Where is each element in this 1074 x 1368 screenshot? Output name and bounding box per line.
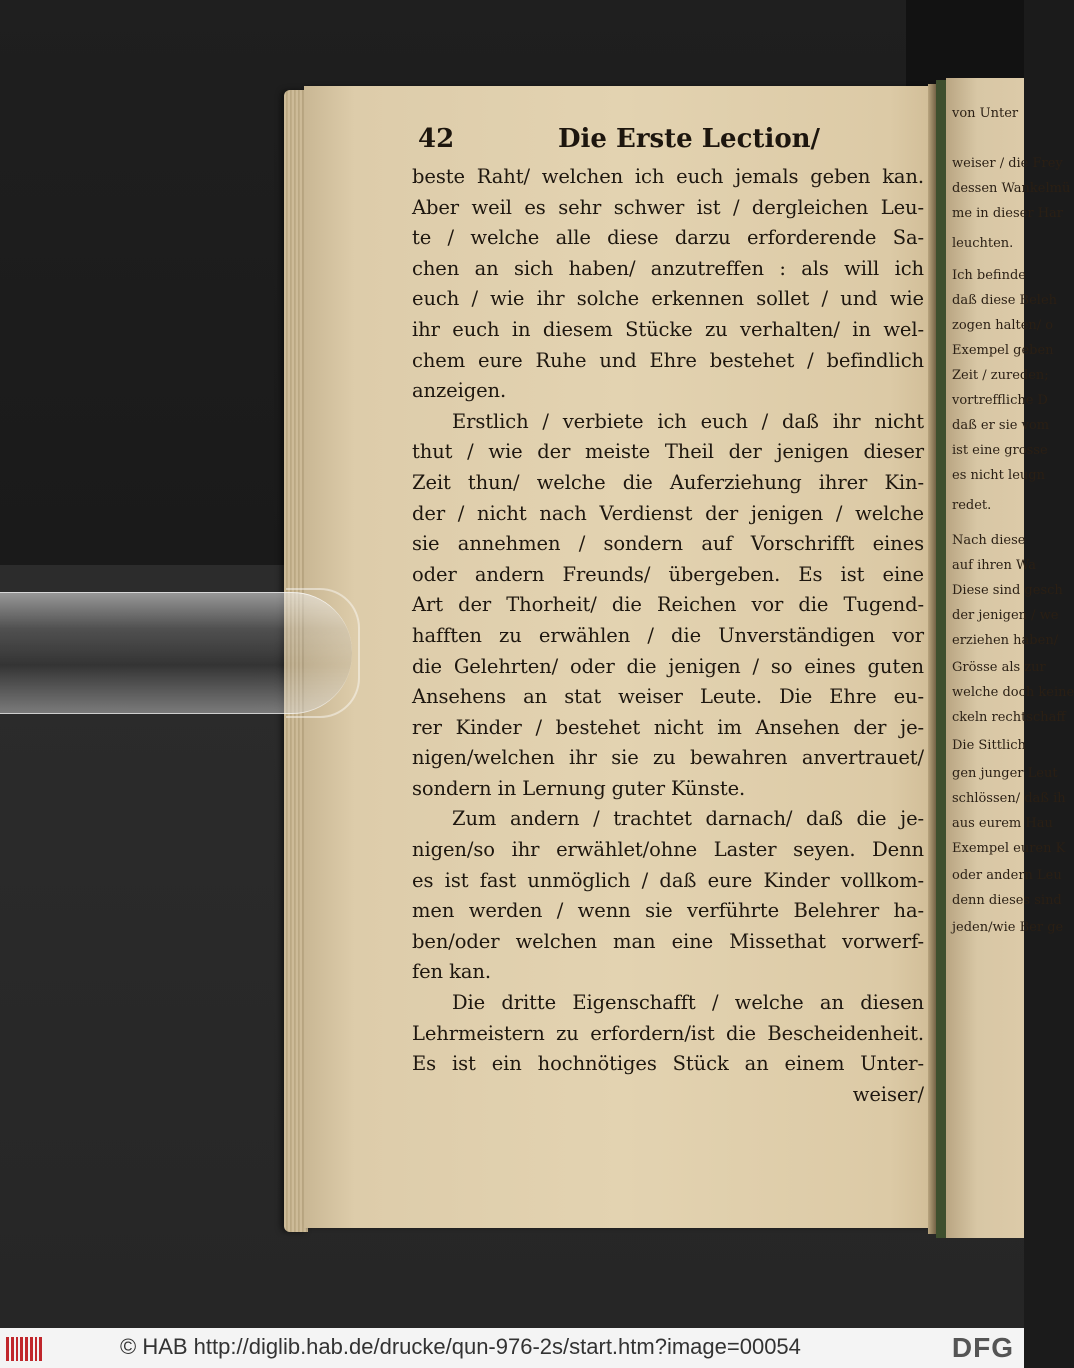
facing-page-fragment: Exempel euren K	[952, 841, 1066, 856]
facing-page-fragment: welche doch keine	[952, 685, 1074, 700]
facing-page-fragment: oder andern Leu	[952, 868, 1062, 883]
text-line: oder andern Freunds/ übergeben. Es ist eine	[412, 562, 924, 586]
facing-page-fragment: me in dieser Har	[952, 206, 1064, 221]
text-line: der / nicht nach Verdienst der jenigen / welche	[412, 501, 924, 525]
body-text	[412, 162, 924, 1110]
facing-page-fragment: es nicht leugn	[952, 468, 1045, 483]
viewer-footer	[0, 1328, 1024, 1368]
text-line: sie annehmen / sondern auf Vorschrifft eines	[412, 532, 924, 556]
facing-page-fragment: Zeit / zureden;	[952, 368, 1049, 383]
running-title: Die Erste Lection/	[558, 124, 821, 154]
catchword: weiser/	[852, 1082, 924, 1106]
text-line: Erstlich / verbiete ich euch / daß ihr nicht	[452, 409, 924, 433]
text-line: euch / wie ihr solche erkennen sollet / und wie	[412, 287, 924, 311]
text-line: ben/oder welchen man eine Missethat vorwerf-	[412, 929, 924, 953]
text-line: men werden / wenn sie verführte Belehrer ha-	[412, 899, 924, 923]
text-line: thut / wie der meiste Theil der jenigen dieser	[412, 440, 924, 464]
facing-page-fragment: Ich befinde	[952, 268, 1026, 283]
text-line: rer Kinder / bestehet nicht im Ansehen der je-	[412, 715, 924, 739]
facing-page-fragment: redet.	[952, 498, 992, 513]
text-line: Zeit thun/ welche die Auferziehung ihrer Kin-	[412, 470, 924, 494]
facing-page-fragment: denn dieses sind	[952, 893, 1062, 908]
facing-page-fragment: ist eine grosse	[952, 443, 1048, 458]
text-line: nigen/so ihr erwählet/ohne Laster seyen. Denn	[412, 838, 924, 862]
text-line: Art der Thorheit/ die Reichen vor die Tugend-	[412, 593, 924, 617]
facing-page-fragment: daß diese Beleh	[952, 293, 1058, 308]
facing-page-fragment: gen junger Leut	[952, 766, 1058, 781]
facing-page-fragment: dessen Wankelmü	[952, 181, 1071, 196]
text-line: Lehrmeistern zu erfordern/ist die Bescheidenheit.	[412, 1021, 924, 1045]
facing-page-fragment: daß er sie vom	[952, 418, 1050, 433]
glass-clamp-tip	[286, 588, 360, 718]
text-line: hafften zu erwählen / die Unverständigen vor	[412, 623, 924, 647]
text-line: nigen/welchen ihr sie zu bewahren anvertrauet/	[412, 746, 924, 770]
text-line: fen kan.	[412, 960, 491, 984]
text-line: beste Raht/ welchen ich euch jemals geben kan.	[412, 165, 924, 188]
text-line: Die dritte Eigenschafft / welche an diesen	[452, 991, 924, 1015]
facing-page-fragment: der jenigen / we	[952, 608, 1059, 623]
text-line: chen an sich haben/ anzutreffen : als will ich	[412, 256, 924, 280]
facing-page-fragment: Exempel geben	[952, 343, 1054, 358]
hab-logo-icon	[6, 1337, 42, 1361]
facing-page-fragment: auf ihren Wa	[952, 558, 1036, 573]
text-line: te / welche alle diese darzu erforderende Sa-	[412, 226, 924, 250]
text-line: Es ist ein hochnötiges Stück an einem Unter-	[412, 1052, 924, 1076]
text-line: Aber weil es sehr schwer ist / dergleichen Leu-	[412, 195, 924, 219]
copyright-link[interactable]: © HAB http://diglib.hab.de/drucke/qun-976-2s/start.htm?image=00054	[120, 1334, 801, 1359]
facing-page-fragment: ckeln rechtschaff	[952, 710, 1066, 725]
facing-page-fragment: schlössen/ daß ih	[952, 791, 1066, 806]
text-line: es ist fast unmöglich / daß eure Kinder vollkom-	[412, 868, 924, 892]
facing-page-fragment: Grösse als zur	[952, 660, 1046, 675]
dfg-logo: DFG	[951, 1332, 1014, 1363]
facing-page-fragment: weiser / die Frey	[952, 156, 1063, 171]
facing-page-fragment: von Unter	[952, 106, 1019, 121]
text-line: Ansehens an stat weiser Leute. Die Ehre eu-	[412, 685, 924, 709]
facing-page	[946, 78, 1074, 1238]
facing-page-fragment: zogen halten/ o	[952, 318, 1054, 333]
text-line: die Gelehrten/ oder die jenigen / so eines guten	[412, 654, 924, 678]
facing-page-fragment: aus eurem Hau	[952, 816, 1053, 831]
facing-page-fragment: erziehen haben/	[952, 633, 1059, 648]
page-header	[418, 124, 918, 164]
backdrop-board	[906, 0, 1024, 90]
text-line: Zum andern / trachtet darnach/ daß die je-	[452, 807, 924, 831]
facing-page-fragment: jeden/wie Ber ge	[952, 920, 1064, 935]
facing-page-fragment: vortreffliche D	[952, 393, 1048, 408]
text-line: anzeigen.	[412, 379, 507, 403]
facing-page-fragment: Nach diese	[952, 533, 1026, 548]
text-line: chem eure Ruhe und Ehre bestehet / befindlich	[412, 348, 924, 372]
facing-page-fragment: leuchten.	[952, 236, 1014, 251]
page-number: 42	[418, 124, 455, 154]
facing-page-fragment: Diese sind gesch	[952, 583, 1063, 598]
facing-page-fragment: Die Sittlich	[952, 738, 1026, 753]
text-line: ihr euch in diesem Stücke zu verhalten/ in wel-	[412, 317, 924, 341]
text-line: sondern in Lernung guter Künste.	[412, 776, 746, 800]
